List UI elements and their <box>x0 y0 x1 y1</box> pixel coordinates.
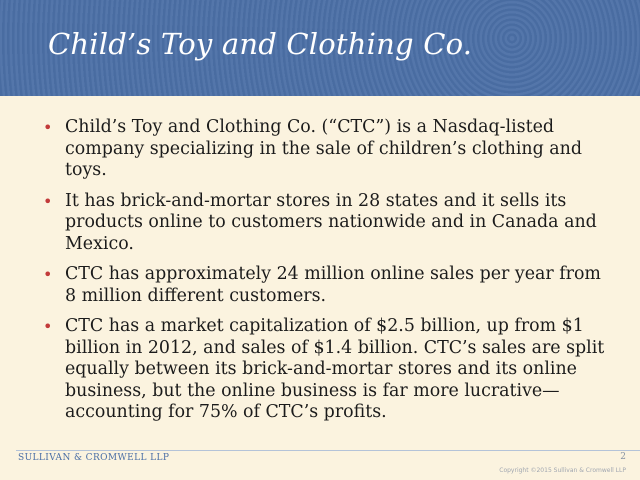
bullet-icon: • <box>43 191 53 211</box>
bullet-text: Child’s Toy and Clothing Co. (“CTC”) is a Nasdaq-listed company specializing in the sale of children’s clothing and toys. <box>65 117 582 180</box>
bullet-text: CTC has a market capitalization of $2.5 billion, up from $1 billion in 2012, and sales of $1.4 billion. CTC’s sales are split equally between its brick-and-mortar stores and its online business, but the online business is far more lucrative—accounting for 75% of CTC’s profits. <box>65 316 605 422</box>
bullet-icon: • <box>43 118 53 137</box>
footer-divider <box>16 450 640 451</box>
bullet-item-financials <box>40 316 610 424</box>
footer-brand-logo: SULLIVAN & CROMWELL LLP <box>18 453 170 463</box>
bullet-icon: • <box>43 265 53 284</box>
slide-title: Child’s Toy and Clothing Co. <box>48 27 473 61</box>
bullet-list <box>40 117 610 433</box>
bullet-text: It has brick-and-mortar stores in 28 states and it sells its products online to customers nationwide and in Canada and Mexico. <box>65 190 597 254</box>
title-banner <box>0 0 640 96</box>
bullet-item-company-overview <box>40 117 610 182</box>
bullet-text: CTC has approximately 24 million online sales per year from 8 million different customers. <box>65 264 601 306</box>
page-number: 2 <box>620 452 626 462</box>
copyright-notice: Copyright ©2015 Sullivan & Cromwell LLP <box>499 467 626 474</box>
bullet-item-stores <box>40 191 610 256</box>
bullet-item-online-sales <box>40 264 610 307</box>
bullet-icon: • <box>43 317 53 336</box>
